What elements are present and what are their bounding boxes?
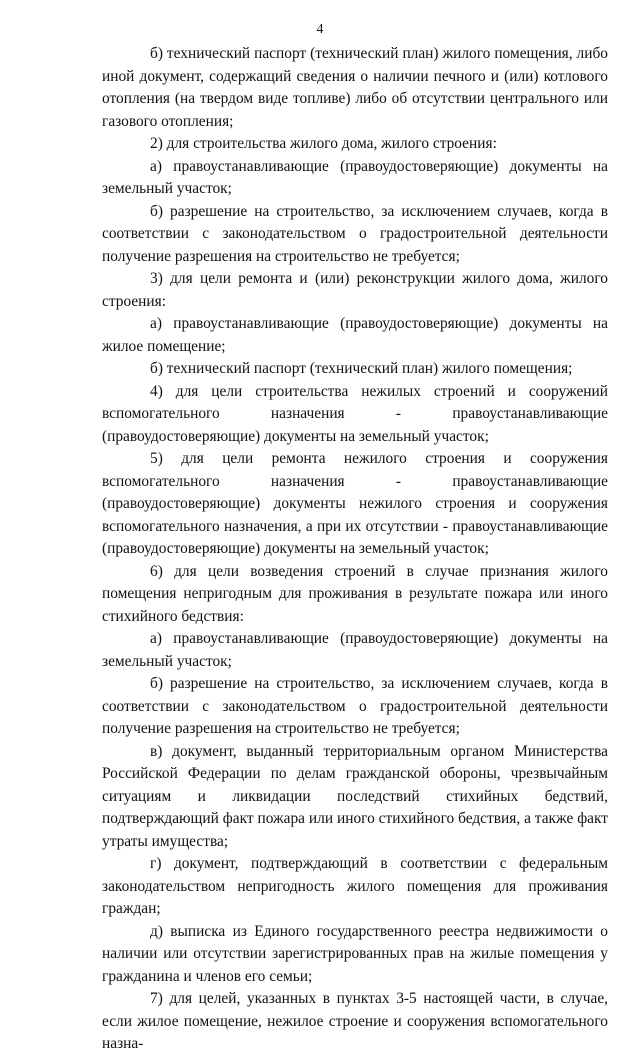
paragraph-7-points-3-5: 7) для целей, указанных в пунктах 3-5 настоящей части, в случае, если жилое помещение, нежилое строение и сооружения вспомогательного назна- bbox=[102, 990, 608, 1052]
paragraph-3-house-repair: 3) для цели ремонта и (или) реконструкции жилого дома, жилого строения: bbox=[102, 270, 608, 310]
paragraph-6b-construction-permit: б) разрешение на строительство, за исключением случаев, когда в соответствии с законодательством о градостроительной деятельности получение разрешения на строительство не требуется; bbox=[102, 675, 608, 737]
paragraph-4-auxiliary-construction: 4) для цели строительства нежилых строений и сооружений вспомогательного назначения - правоустанавливающие (правоудостоверяющие) документы на земельный участок; bbox=[102, 382, 608, 445]
page-number: 4 bbox=[316, 21, 324, 36]
paragraph-2a-land-title-documents: а) правоустанавливающие (правоудостоверяющие) документы на земельный участок; bbox=[102, 157, 608, 197]
paragraph-2-house-construction: 2) для строительства жилого дома, жилого строения: bbox=[150, 135, 497, 152]
paragraph-2b-construction-permit: б) разрешение на строительство, за исключением случаев, когда в соответствии с законодательством о градостроительной деятельности получение разрешения на строительство не требуется; bbox=[102, 202, 608, 265]
paragraph-5-auxiliary-repair: 5) для цели ремонта нежилого строения и сооружения вспомогательного назначения - правоустанавливающие (правоудостоверяющие) документы нежилого строения и сооружения вспомогательного назначения, а при их отсутствии - правоустанавливающие (правоудостоверяющие) документы на земельный участок; bbox=[102, 450, 608, 557]
paragraph-6g-unfitness-document: г) документ, подтверждающий в соответствии с федеральным законодательством непригодность жилого помещения для проживания граждан; bbox=[102, 855, 608, 917]
paragraph-1b-technical-passport: б) технический паспорт (технический план) жилого помещения, либо иной документ, содержащий сведения о наличии печного и (или) котлового отопления (на твердом виде топливе) либо об отсутствии центрального или газового отопления; bbox=[102, 45, 608, 130]
document-body bbox=[102, 43, 608, 1056]
paragraph-3b-technical-passport: б) технический паспорт (технический план) жилого помещения; bbox=[150, 360, 573, 377]
paragraph-6d-registry-extract: д) выписка из Единого государственного реестра недвижимости о наличии или отсутствии зарегистрированных прав на жилые помещения у гражданина и членов его семьи; bbox=[102, 922, 608, 985]
paragraph-6v-emergency-ministry-document: в) документ, выданный территориальным органом Министерства Российской Федерации по делам гражданской обороны, чрезвычайным ситуациям и ликвидации последствий стихийных бедствий, подтверждающий факт пожара или иного стихийного бедствия, а также факт утраты имущества; bbox=[102, 742, 608, 850]
paragraph-3a-dwelling-title-documents: а) правоустанавливающие (правоудостоверяющие) документы на жилое помещение; bbox=[102, 315, 608, 355]
paragraph-6-disaster-rebuild: 6) для цели возведения строений в случае признания жилого помещения непригодным для проживания в результате пожара или иного стихийного бедствия: bbox=[102, 562, 608, 625]
paragraph-6a-land-title-documents: а) правоустанавливающие (правоудостоверяющие) документы на земельный участок; bbox=[102, 630, 608, 670]
